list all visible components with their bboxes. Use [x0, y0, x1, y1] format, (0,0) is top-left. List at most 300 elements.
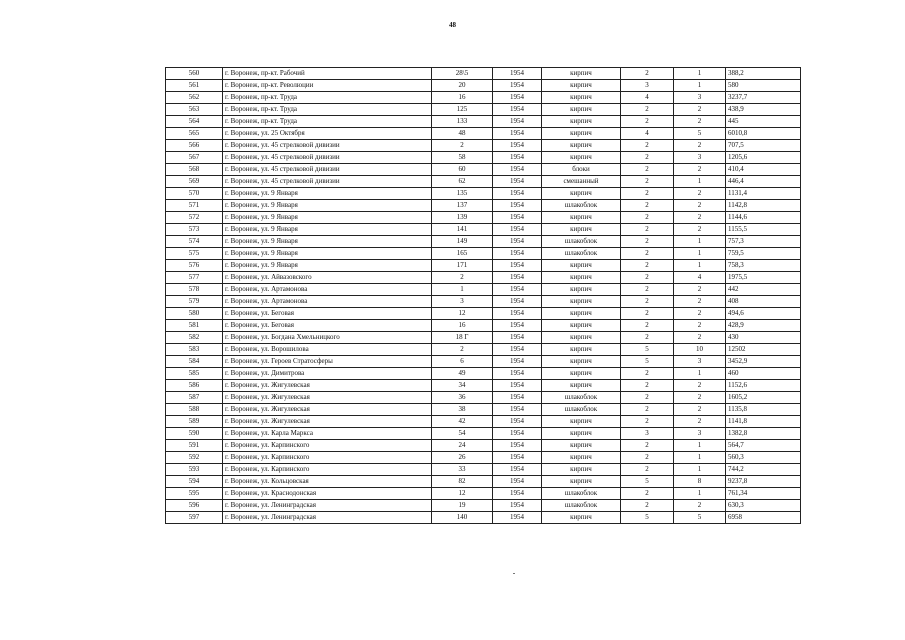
wall-material-cell: кирпич	[542, 428, 621, 440]
wall-material-cell: шлакоблок	[542, 392, 621, 404]
address-cell: г. Воронеж, ул. Ленинградская	[223, 500, 432, 512]
row-number-cell: 584	[166, 356, 223, 368]
row-number-cell: 590	[166, 428, 223, 440]
floors-cell: 4	[621, 92, 674, 104]
build-year-cell: 1954	[493, 92, 542, 104]
row-number-cell: 581	[166, 320, 223, 332]
wall-material-cell: кирпич	[542, 320, 621, 332]
wall-material-cell: шлакоблок	[542, 248, 621, 260]
house-number-cell: 33	[432, 464, 493, 476]
house-number-cell: 16	[432, 320, 493, 332]
address-cell: г. Воронеж, ул. Жигулевская	[223, 392, 432, 404]
address-cell: г. Воронеж, ул. Краснодонская	[223, 488, 432, 500]
entrances-cell: 3	[674, 152, 726, 164]
build-year-cell: 1954	[493, 272, 542, 284]
entrances-cell: 1	[674, 260, 726, 272]
address-cell: г. Воронеж, ул. 9 Января	[223, 200, 432, 212]
floors-cell: 2	[621, 284, 674, 296]
registry-table-body	[166, 68, 801, 524]
floors-cell: 2	[621, 308, 674, 320]
wall-material-cell: кирпич	[542, 296, 621, 308]
area-cell: 1205,6	[726, 152, 801, 164]
wall-material-cell: смешанный	[542, 176, 621, 188]
build-year-cell: 1954	[493, 248, 542, 260]
table-row	[166, 272, 801, 284]
build-year-cell: 1954	[493, 428, 542, 440]
build-year-cell: 1954	[493, 500, 542, 512]
table-row	[166, 368, 801, 380]
floors-cell: 2	[621, 500, 674, 512]
table-row	[166, 284, 801, 296]
address-cell: г. Воронеж, пр-кт. Труда	[223, 116, 432, 128]
entrances-cell: 2	[674, 392, 726, 404]
entrances-cell: 2	[674, 212, 726, 224]
address-cell: г. Воронеж, ул. 9 Января	[223, 212, 432, 224]
floors-cell: 2	[621, 140, 674, 152]
house-number-cell: 34	[432, 380, 493, 392]
row-number-cell: 575	[166, 248, 223, 260]
area-cell: 428,9	[726, 320, 801, 332]
address-cell: г. Воронеж, ул. Айвазовского	[223, 272, 432, 284]
floors-cell: 2	[621, 404, 674, 416]
house-number-cell: 149	[432, 236, 493, 248]
floors-cell: 2	[621, 212, 674, 224]
house-number-cell: 12	[432, 488, 493, 500]
house-number-cell: 165	[432, 248, 493, 260]
floors-cell: 2	[621, 104, 674, 116]
wall-material-cell: шлакоблок	[542, 404, 621, 416]
floors-cell: 2	[621, 236, 674, 248]
floors-cell: 2	[621, 296, 674, 308]
build-year-cell: 1954	[493, 164, 542, 176]
address-cell: г. Воронеж, ул. Артамонова	[223, 296, 432, 308]
row-number-cell: 572	[166, 212, 223, 224]
floors-cell: 2	[621, 116, 674, 128]
entrances-cell: 2	[674, 284, 726, 296]
wall-material-cell: кирпич	[542, 188, 621, 200]
address-cell: г. Воронеж, ул. Артамонова	[223, 284, 432, 296]
floors-cell: 2	[621, 200, 674, 212]
wall-material-cell: кирпич	[542, 368, 621, 380]
build-year-cell: 1954	[493, 320, 542, 332]
entrances-cell: 3	[674, 428, 726, 440]
table-row	[166, 452, 801, 464]
build-year-cell: 1954	[493, 176, 542, 188]
wall-material-cell: кирпич	[542, 272, 621, 284]
area-cell: 494,6	[726, 308, 801, 320]
area-cell: 6010,8	[726, 128, 801, 140]
address-cell: г. Воронеж, ул. Карпинского	[223, 464, 432, 476]
row-number-cell: 585	[166, 368, 223, 380]
floors-cell: 2	[621, 440, 674, 452]
area-cell: 1144,6	[726, 212, 801, 224]
row-number-cell: 574	[166, 236, 223, 248]
row-number-cell: 580	[166, 308, 223, 320]
housing-registry-table	[165, 67, 801, 524]
area-cell: 744,2	[726, 464, 801, 476]
wall-material-cell: кирпич	[542, 224, 621, 236]
area-cell: 757,3	[726, 236, 801, 248]
row-number-cell: 586	[166, 380, 223, 392]
entrances-cell: 5	[674, 128, 726, 140]
house-number-cell: 48	[432, 128, 493, 140]
build-year-cell: 1954	[493, 344, 542, 356]
address-cell: г. Воронеж, ул. 9 Января	[223, 248, 432, 260]
wall-material-cell: кирпич	[542, 332, 621, 344]
entrances-cell: 2	[674, 116, 726, 128]
row-number-cell: 579	[166, 296, 223, 308]
area-cell: 560,3	[726, 452, 801, 464]
house-number-cell: 82	[432, 476, 493, 488]
row-number-cell: 594	[166, 476, 223, 488]
house-number-cell: 28\5	[432, 68, 493, 80]
row-number-cell: 567	[166, 152, 223, 164]
table-row	[166, 332, 801, 344]
wall-material-cell: блоки	[542, 164, 621, 176]
entrances-cell: 1	[674, 68, 726, 80]
row-number-cell: 588	[166, 404, 223, 416]
area-cell: 408	[726, 296, 801, 308]
build-year-cell: 1954	[493, 404, 542, 416]
build-year-cell: 1954	[493, 128, 542, 140]
table-row	[166, 104, 801, 116]
table-row	[166, 68, 801, 80]
house-number-cell: 58	[432, 152, 493, 164]
house-number-cell: 171	[432, 260, 493, 272]
area-cell: 410,4	[726, 164, 801, 176]
floors-cell: 2	[621, 368, 674, 380]
entrances-cell: 1	[674, 80, 726, 92]
address-cell: г. Воронеж, ул. Жигулевская	[223, 380, 432, 392]
entrances-cell: 8	[674, 476, 726, 488]
area-cell: 564,7	[726, 440, 801, 452]
house-number-cell: 2	[432, 140, 493, 152]
area-cell: 1135,8	[726, 404, 801, 416]
entrances-cell: 1	[674, 368, 726, 380]
house-number-cell: 3	[432, 296, 493, 308]
entrances-cell: 1	[674, 248, 726, 260]
row-number-cell: 583	[166, 344, 223, 356]
build-year-cell: 1954	[493, 224, 542, 236]
build-year-cell: 1954	[493, 488, 542, 500]
row-number-cell: 562	[166, 92, 223, 104]
area-cell: 1141,8	[726, 416, 801, 428]
address-cell: г. Воронеж, ул. 9 Января	[223, 224, 432, 236]
entrances-cell: 2	[674, 200, 726, 212]
build-year-cell: 1954	[493, 416, 542, 428]
table-row	[166, 92, 801, 104]
house-number-cell: 12	[432, 308, 493, 320]
entrances-cell: 2	[674, 416, 726, 428]
wall-material-cell: кирпич	[542, 416, 621, 428]
entrances-cell: 2	[674, 500, 726, 512]
build-year-cell: 1954	[493, 392, 542, 404]
address-cell: г. Воронеж, пр-кт. Труда	[223, 104, 432, 116]
table-row	[166, 320, 801, 332]
address-cell: г. Воронеж, ул. Героев Стратосферы	[223, 356, 432, 368]
address-cell: г. Воронеж, ул. Ленинградская	[223, 512, 432, 524]
build-year-cell: 1954	[493, 200, 542, 212]
house-number-cell: 2	[432, 344, 493, 356]
row-number-cell: 582	[166, 332, 223, 344]
entrances-cell: 1	[674, 440, 726, 452]
entrances-cell: 1	[674, 452, 726, 464]
wall-material-cell: шлакоблок	[542, 236, 621, 248]
table-row	[166, 428, 801, 440]
row-number-cell: 571	[166, 200, 223, 212]
area-cell: 442	[726, 284, 801, 296]
house-number-cell: 62	[432, 176, 493, 188]
wall-material-cell: шлакоблок	[542, 488, 621, 500]
area-cell: 1152,6	[726, 380, 801, 392]
area-cell: 761,34	[726, 488, 801, 500]
floors-cell: 2	[621, 392, 674, 404]
house-number-cell: 36	[432, 392, 493, 404]
build-year-cell: 1954	[493, 308, 542, 320]
floors-cell: 2	[621, 152, 674, 164]
build-year-cell: 1954	[493, 368, 542, 380]
house-number-cell: 49	[432, 368, 493, 380]
house-number-cell: 125	[432, 104, 493, 116]
area-cell: 1131,4	[726, 188, 801, 200]
build-year-cell: 1954	[493, 332, 542, 344]
row-number-cell: 573	[166, 224, 223, 236]
wall-material-cell: кирпич	[542, 152, 621, 164]
address-cell: г. Воронеж, ул. Беговая	[223, 308, 432, 320]
table-row	[166, 308, 801, 320]
house-number-cell: 140	[432, 512, 493, 524]
wall-material-cell: кирпич	[542, 68, 621, 80]
table-row	[166, 152, 801, 164]
table-row	[166, 116, 801, 128]
page-number: 48	[449, 21, 456, 29]
wall-material-cell: кирпич	[542, 512, 621, 524]
row-number-cell: 561	[166, 80, 223, 92]
address-cell: г. Воронеж, ул. Жигулевская	[223, 416, 432, 428]
floors-cell: 2	[621, 68, 674, 80]
entrances-cell: 2	[674, 404, 726, 416]
entrances-cell: 2	[674, 308, 726, 320]
row-number-cell: 568	[166, 164, 223, 176]
row-number-cell: 565	[166, 128, 223, 140]
build-year-cell: 1954	[493, 452, 542, 464]
floors-cell: 2	[621, 452, 674, 464]
area-cell: 430	[726, 332, 801, 344]
floors-cell: 3	[621, 428, 674, 440]
entrances-cell: 1	[674, 488, 726, 500]
floors-cell: 2	[621, 416, 674, 428]
entrances-cell: 4	[674, 272, 726, 284]
wall-material-cell: шлакоблок	[542, 200, 621, 212]
floors-cell: 2	[621, 320, 674, 332]
address-cell: г. Воронеж, ул. 9 Января	[223, 236, 432, 248]
house-number-cell: 135	[432, 188, 493, 200]
wall-material-cell: кирпич	[542, 80, 621, 92]
area-cell: 580	[726, 80, 801, 92]
build-year-cell: 1954	[493, 116, 542, 128]
table-row	[166, 344, 801, 356]
table-row	[166, 488, 801, 500]
wall-material-cell: кирпич	[542, 140, 621, 152]
entrances-cell: 5	[674, 512, 726, 524]
table-row	[166, 188, 801, 200]
floors-cell: 2	[621, 272, 674, 284]
build-year-cell: 1954	[493, 188, 542, 200]
area-cell: 446,4	[726, 176, 801, 188]
wall-material-cell: кирпич	[542, 212, 621, 224]
area-cell: 1605,2	[726, 392, 801, 404]
house-number-cell: 18 Г	[432, 332, 493, 344]
build-year-cell: 1954	[493, 260, 542, 272]
floors-cell: 2	[621, 332, 674, 344]
house-number-cell: 1	[432, 284, 493, 296]
wall-material-cell: кирпич	[542, 440, 621, 452]
table-row	[166, 440, 801, 452]
address-cell: г. Воронеж, ул. Кольцовская	[223, 476, 432, 488]
house-number-cell: 141	[432, 224, 493, 236]
row-number-cell: 566	[166, 140, 223, 152]
table-row	[166, 500, 801, 512]
entrances-cell: 1	[674, 236, 726, 248]
floors-cell: 2	[621, 260, 674, 272]
address-cell: г. Воронеж, пр-кт. Рабочий	[223, 68, 432, 80]
area-cell: 438,9	[726, 104, 801, 116]
area-cell: 1155,5	[726, 224, 801, 236]
floors-cell: 5	[621, 344, 674, 356]
build-year-cell: 1954	[493, 380, 542, 392]
table-row	[166, 140, 801, 152]
house-number-cell: 38	[432, 404, 493, 416]
entrances-cell: 2	[674, 332, 726, 344]
wall-material-cell: кирпич	[542, 476, 621, 488]
address-cell: г. Воронеж, ул. 45 стрелковой дивизии	[223, 164, 432, 176]
table-row	[166, 464, 801, 476]
entrances-cell: 2	[674, 296, 726, 308]
house-number-cell: 60	[432, 164, 493, 176]
row-number-cell: 587	[166, 392, 223, 404]
address-cell: г. Воронеж, пр-кт. Революции	[223, 80, 432, 92]
row-number-cell: 570	[166, 188, 223, 200]
row-number-cell: 560	[166, 68, 223, 80]
floors-cell: 2	[621, 224, 674, 236]
table-row	[166, 164, 801, 176]
table-row	[166, 212, 801, 224]
area-cell: 3237,7	[726, 92, 801, 104]
area-cell: 6958	[726, 512, 801, 524]
house-number-cell: 16	[432, 92, 493, 104]
row-number-cell: 597	[166, 512, 223, 524]
floors-cell: 4	[621, 128, 674, 140]
floors-cell: 5	[621, 356, 674, 368]
address-cell: г. Воронеж, ул. Богдана Хмельницкого	[223, 332, 432, 344]
table-row	[166, 416, 801, 428]
wall-material-cell: кирпич	[542, 104, 621, 116]
area-cell: 9237,8	[726, 476, 801, 488]
floors-cell: 5	[621, 512, 674, 524]
row-number-cell: 578	[166, 284, 223, 296]
build-year-cell: 1954	[493, 104, 542, 116]
floors-cell: 2	[621, 188, 674, 200]
entrances-cell: 2	[674, 188, 726, 200]
house-number-cell: 42	[432, 416, 493, 428]
entrances-cell: 2	[674, 224, 726, 236]
area-cell: 1382,8	[726, 428, 801, 440]
house-number-cell: 137	[432, 200, 493, 212]
area-cell: 758,3	[726, 260, 801, 272]
table-row	[166, 380, 801, 392]
floors-cell: 2	[621, 176, 674, 188]
entrances-cell: 2	[674, 140, 726, 152]
address-cell: г. Воронеж, ул. Беговая	[223, 320, 432, 332]
wall-material-cell: кирпич	[542, 260, 621, 272]
table-row	[166, 80, 801, 92]
address-cell: г. Воронеж, ул. 45 стрелковой дивизии	[223, 176, 432, 188]
house-number-cell: 26	[432, 452, 493, 464]
area-cell: 12502	[726, 344, 801, 356]
build-year-cell: 1954	[493, 284, 542, 296]
table-row	[166, 260, 801, 272]
table-row	[166, 476, 801, 488]
row-number-cell: 589	[166, 416, 223, 428]
address-cell: г. Воронеж, ул. 9 Января	[223, 260, 432, 272]
entrances-cell: 3	[674, 92, 726, 104]
entrances-cell: 2	[674, 104, 726, 116]
house-number-cell: 2	[432, 272, 493, 284]
wall-material-cell: кирпич	[542, 344, 621, 356]
build-year-cell: 1954	[493, 68, 542, 80]
entrances-cell: 2	[674, 320, 726, 332]
table-row	[166, 224, 801, 236]
table-row	[166, 200, 801, 212]
address-cell: г. Воронеж, ул. Димитрова	[223, 368, 432, 380]
build-year-cell: 1954	[493, 356, 542, 368]
house-number-cell: 133	[432, 116, 493, 128]
row-number-cell: 596	[166, 500, 223, 512]
house-number-cell: 20	[432, 80, 493, 92]
entrances-cell: 3	[674, 356, 726, 368]
floors-cell: 2	[621, 488, 674, 500]
wall-material-cell: кирпич	[542, 380, 621, 392]
wall-material-cell: кирпич	[542, 116, 621, 128]
table-row	[166, 296, 801, 308]
address-cell: г. Воронеж, ул. Карпинского	[223, 452, 432, 464]
entrances-cell: 10	[674, 344, 726, 356]
area-cell: 707,5	[726, 140, 801, 152]
floors-cell: 2	[621, 248, 674, 260]
build-year-cell: 1954	[493, 440, 542, 452]
table-row	[166, 128, 801, 140]
area-cell: 1975,5	[726, 272, 801, 284]
address-cell: г. Воронеж, ул. Карпинского	[223, 440, 432, 452]
address-cell: г. Воронеж, ул. Ворошилова	[223, 344, 432, 356]
scan-speck	[513, 573, 515, 574]
address-cell: г. Воронеж, ул. 9 Января	[223, 188, 432, 200]
area-cell: 759,5	[726, 248, 801, 260]
row-number-cell: 576	[166, 260, 223, 272]
table-row	[166, 176, 801, 188]
wall-material-cell: кирпич	[542, 92, 621, 104]
entrances-cell: 1	[674, 176, 726, 188]
area-cell: 460	[726, 368, 801, 380]
wall-material-cell: кирпич	[542, 464, 621, 476]
build-year-cell: 1954	[493, 476, 542, 488]
row-number-cell: 563	[166, 104, 223, 116]
address-cell: г. Воронеж, пр-кт. Труда	[223, 92, 432, 104]
area-cell: 3452,9	[726, 356, 801, 368]
wall-material-cell: шлакоблок	[542, 500, 621, 512]
row-number-cell: 592	[166, 452, 223, 464]
table-row	[166, 392, 801, 404]
